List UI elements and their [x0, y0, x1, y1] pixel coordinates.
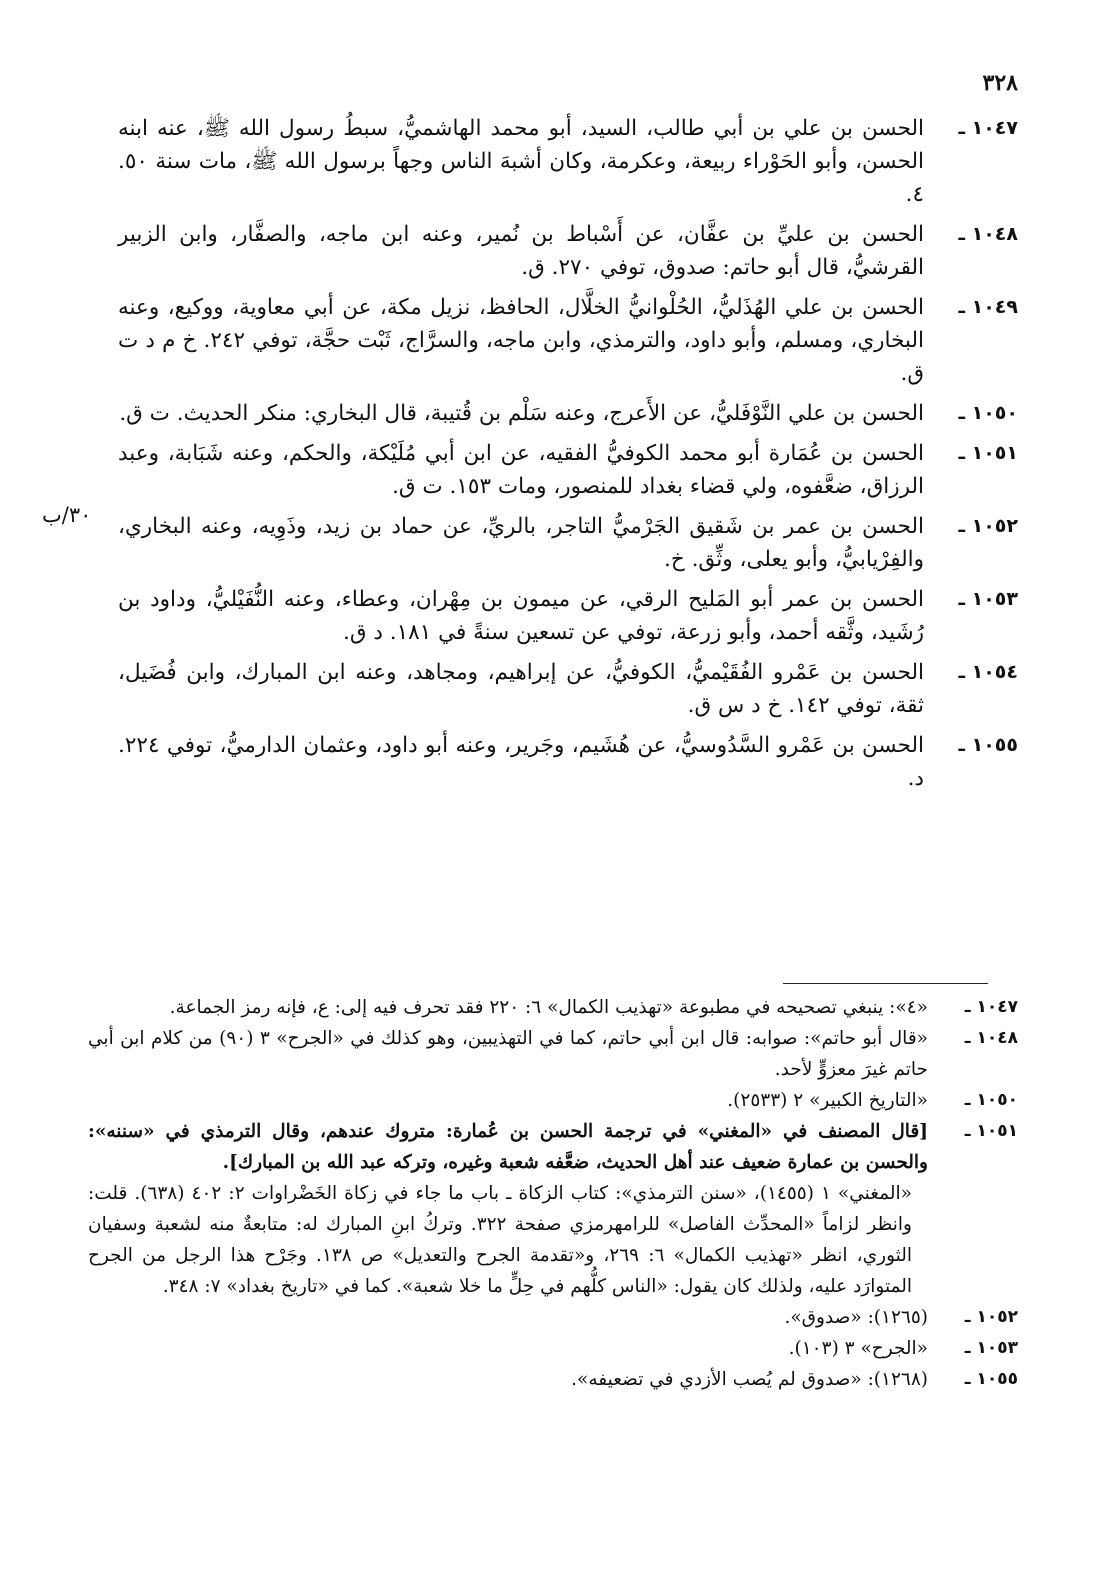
footnote-separator — [783, 983, 988, 984]
footnote-text: «قال أبو حاتم»: صوابه: قال ابن أبي حاتم، كما في التهذيبين، وهو كذلك في «الجرح» ٣ (٩٠) من كلام ابن أبي حاتم غيرَ معزوٍّ لأحد. — [88, 1028, 928, 1080]
entry-number: ١٠٥٣ ـ — [958, 588, 1018, 610]
entry-text: الحسن بن عمر بن شَقيق الجَرْميُّ التاجر، بالريِّ، عن حماد بن زيد، وذَوِيه، وعنه البخاري، والفِرْيابيُّ، وأبو يعلى، وثِّق. خ. — [118, 514, 924, 572]
footnote-text: «المغني» ١ (١٤٥٥)، «سنن الترمذي»: كتاب الزكاة ـ باب ما جاء في زكاة الخَضْراوات ٢: ٤٠٢ (٦٣٨). قلت: وانظر لزاماً «المحدِّث الفاصل» للرامهرمزي صفحة ٣٢٢. وتركُ ابنِ المبارك له: متابعةٌ منه لشعبة وسفيان الثوري، انظر «تهذيب الكمال» ٦: ٢٦٩، و«تقدمة الجرح والتعديل» ص ١٣٨. وجَرْح هذا الرجل من الجرح المتوارَد عليه، ولذلك كان يقول: «الناس كلُّهم في حِلٍّ ما خلا شعبة». كما في «تاريخ بغداد» ٧: ٣٤٨. — [88, 1183, 912, 1297]
entry-text: الحسن بن عُمَارة أبو محمد الكوفيُّ الفقيه، عن ابن أبي مُلَيْكة، والحكم، وعنه شَبَابة، وعبد الرزاق، ضعَّفوه، ولي قضاء بغداد للمنصور، ومات ١٥٣. ت ق. — [118, 441, 924, 499]
entry-1047 — [118, 112, 1018, 211]
entry-number: ١٠٤٧ ـ — [958, 117, 1018, 139]
footnote-text: «التاريخ الكبير» ٢ (٢٥٣٣). — [727, 1090, 928, 1111]
entry-1053 — [118, 583, 1018, 649]
entry-1049 — [118, 291, 1018, 390]
biography-entries — [118, 112, 1018, 802]
entry-text: الحسن بن علي النَّوْفَليُّ، عن الأَعرج، وعنه سَلْم بن قُتيبة، قال البخاري: منكر الحديث. ت ق. — [119, 401, 924, 426]
footnote-1052 — [88, 1302, 1018, 1333]
footnote-1050 — [88, 1085, 1018, 1116]
footnote-1047 — [88, 992, 1018, 1023]
footnote-text: (١٢٦٥): «صدوق». — [784, 1307, 928, 1328]
footnote-number: ١٠٤٧ ـ — [964, 997, 1018, 1017]
footnote-text: «الجرح» ٣ (١٠٣). — [788, 1338, 928, 1359]
entry-text: الحسن بن عَمْرو السَّدُوسيُّ، عن هُشَيم، وجَرير، وعنه أبو داود، وعثمان الدارميُّ، توفي ٢٢٤. د. — [118, 733, 924, 791]
footnote-number: ١٠٤٨ ـ — [964, 1028, 1018, 1048]
entry-number: ١٠٤٩ ـ — [958, 296, 1018, 318]
entry-1050 — [118, 397, 1018, 430]
entry-number: ١٠٤٨ ـ — [958, 223, 1018, 245]
footnote-number: ١٠٥١ ـ — [964, 1121, 1018, 1141]
footnote-1055 — [88, 1364, 1018, 1395]
entry-1051 — [118, 437, 1018, 503]
entry-1054 — [118, 656, 1018, 722]
footnote-1053 — [88, 1333, 1018, 1364]
footnote-quote: [قال المصنف في «المغني» في ترجمة الحسن بن عُمارة: متروك عندهم، وقال الترمذي في «سننه»: والحسن بن عمارة ضعيف عند أهل الحديث، ضعَّفه شعبة وغيره، وتركه عبد الله بن المبارك]. — [88, 1121, 928, 1173]
entry-number: ١٠٥٤ ـ — [958, 661, 1018, 683]
entry-1055 — [118, 729, 1018, 795]
entry-1048 — [118, 218, 1018, 284]
entry-text: الحسن بن علي الهُذَليُّ، الحُلْوانيُّ الخلَّال، الحافظ، نزيل مكة، عن أبي معاوية، ووكيع، وعنه البخاري، ومسلم، وأبو داود، والترمذي، وابن ماجه، والسرَّاج، ثَبْت حجَّة، توفي ٢٤٢. خ م د ت ق. — [118, 295, 924, 386]
entry-text: الحسن بن عمر أبو المَليح الرقي، عن ميمون بن مِهْران، وعطاء، وعنه النُّفَيْليُّ، وداود بن رُشَيد، وثَّقه أحمد، وأبو زرعة، توفي عن تسعين سنةً في ١٨١. د ق. — [118, 587, 924, 645]
footnote-1051 — [88, 1116, 1018, 1302]
footnote-1048 — [88, 1023, 1018, 1085]
entry-text: الحسن بن علي بن أبي طالب، السيد، أبو محمد الهاشميُّ، سبطُ رسول الله ﷺ، عنه ابنه الحسن، وأبو الحَوْراء ربيعة، وعكرمة، وكان أشبهَ الناس وجهاً برسول الله ﷺ، مات سنة ٥٠. ٤. — [118, 116, 924, 207]
entry-number: ١٠٥٥ ـ — [958, 734, 1018, 756]
footnote-number: ١٠٥٢ ـ — [964, 1307, 1018, 1327]
footnote-number: ١٠٥٠ ـ — [964, 1090, 1018, 1110]
entry-number: ١٠٥١ ـ — [958, 442, 1018, 464]
footnote-text: (١٢٦٨): «صدوق لم يُصب الأزدي في تضعيفه». — [571, 1369, 928, 1390]
footnote-number: ١٠٥٣ ـ — [964, 1338, 1018, 1358]
entry-number: ١٠٥٠ ـ — [958, 402, 1018, 424]
page-number: ٣٢٨ — [982, 70, 1018, 96]
entry-text: الحسن بن عَمْرو الفُقَيْميُّ، الكوفيُّ، عن إبراهيم، ومجاهد، وعنه ابن المبارك، وابن فُضَيل، ثقة، توفي ١٤٢. خ د س ق. — [118, 660, 924, 718]
footnote-number: ١٠٥٥ ـ — [964, 1369, 1018, 1389]
footnote-text: «٤»: ينبغي تصحيحه في مطبوعة «تهذيب الكمال» ٦: ٢٢٠ فقد تحرف فيه إلى: ع، فإنه رمز الجماعة. — [169, 997, 928, 1018]
footnotes — [88, 992, 1018, 1395]
entry-number: ١٠٥٢ ـ — [958, 515, 1018, 537]
entry-1052 — [118, 510, 1018, 576]
entry-text: الحسن بن عليِّ بن عفَّان، عن أَسْباط بن نُمير، وعنه ابن ماجه، والصفَّار، وابن الزبير القرشيُّ، قال أبو حاتم: صدوق، توفي ٢٧٠. ق. — [118, 222, 924, 280]
manuscript-folio-note: ٣٠/ب — [42, 503, 92, 527]
